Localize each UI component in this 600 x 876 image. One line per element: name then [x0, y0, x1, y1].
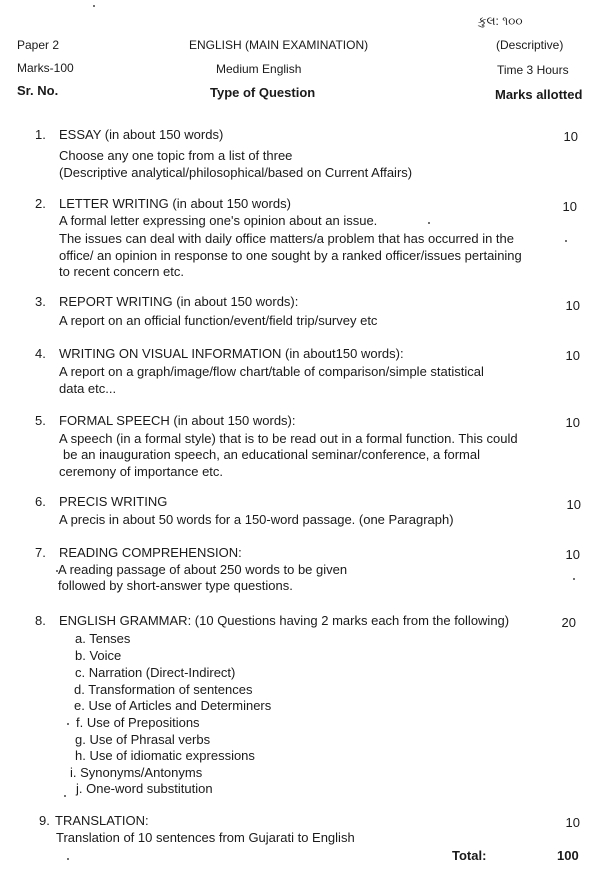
list-item: b. Voice — [75, 648, 122, 663]
item-line: A report on an official function/event/field trip/survey etc — [59, 313, 378, 328]
time-limit: Time 3 Hours — [497, 63, 569, 77]
item-number: 8. — [35, 613, 46, 628]
list-item: a. Tenses — [75, 631, 131, 646]
exam-title: ENGLISH (MAIN EXAMINATION) — [189, 38, 369, 52]
scan-speck — [56, 570, 58, 572]
item-title: PRECIS WRITING — [59, 494, 168, 509]
item-line: (Descriptive analytical/philosophical/based on Current Affairs) — [59, 165, 413, 180]
item-marks: 20 — [561, 615, 576, 630]
item-title: TRANSLATION: — [55, 813, 149, 828]
sr-no-header: Sr. No. — [17, 83, 59, 98]
type-of-question-header: Type of Question — [210, 85, 316, 100]
item-title: READING COMPREHENSION: — [59, 545, 242, 560]
list-item: d. Transformation of sentences — [74, 682, 253, 697]
item-title: LETTER WRITING (in about 150 words) — [59, 196, 291, 211]
item-line: A speech (in a formal style) that is to be read out in a formal function. This could — [59, 431, 518, 446]
scan-speck — [428, 222, 430, 224]
item-title: REPORT WRITING (in about 150 words): — [59, 294, 299, 309]
list-item: f. Use of Prepositions — [76, 715, 200, 730]
item-line: followed by short-answer type questions. — [58, 578, 293, 593]
item-line: The issues can deal with daily office matters/a problem that has occurred in the — [59, 231, 514, 246]
medium: Medium English — [216, 62, 302, 76]
item-line: be an inauguration speech, an educational seminar/conference, a formal — [63, 447, 480, 462]
item-line: Choose any one topic from a list of three — [59, 148, 293, 163]
scan-speck — [565, 240, 567, 242]
item-line: A reading passage of about 250 words to be given — [58, 562, 348, 577]
gujarati-total-marks: કુલ: ૧૦૦ — [478, 14, 523, 28]
item-title: FORMAL SPEECH (in about 150 words): — [59, 413, 296, 428]
item-number: 6. — [35, 494, 46, 509]
item-line: A report on a graph/image/flow chart/table of comparison/simple statistical — [59, 364, 484, 379]
item-title: WRITING ON VISUAL INFORMATION (in about150 words): — [59, 346, 404, 361]
item-line: data etc... — [59, 381, 117, 396]
item-number: 3. — [35, 294, 46, 309]
marks-allotted-header: Marks allotted — [495, 87, 583, 102]
total-value: 100 — [557, 848, 579, 863]
item-marks: 10 — [563, 129, 578, 144]
item-number: 1. — [35, 127, 46, 142]
scan-speck — [93, 5, 95, 7]
item-line: to recent concern etc. — [59, 264, 185, 279]
exam-type: (Descriptive) — [496, 38, 564, 52]
item-line: Translation of 10 sentences from Gujarati to English — [56, 830, 355, 845]
item-marks: 10 — [565, 815, 580, 830]
item-number: 7. — [35, 545, 46, 560]
item-number: 4. — [35, 346, 46, 361]
list-item: c. Narration (Direct-Indirect) — [75, 665, 236, 680]
list-item: g. Use of Phrasal verbs — [75, 732, 211, 747]
item-number: 5. — [35, 413, 46, 428]
item-title: ESSAY (in about 150 words) — [59, 127, 224, 142]
item-marks: 10 — [565, 415, 580, 430]
item-marks: 10 — [566, 497, 581, 512]
item-number: 2. — [35, 196, 46, 211]
item-line: A precis in about 50 words for a 150-word passage. (one Paragraph) — [59, 512, 454, 527]
item-title: ENGLISH GRAMMAR: (10 Questions having 2 marks each from the following) — [59, 613, 510, 628]
list-item: e. Use of Articles and Determiners — [74, 698, 272, 713]
total-label: Total: — [452, 848, 487, 863]
item-line: ceremony of importance etc. — [59, 464, 224, 479]
scan-speck — [573, 578, 575, 580]
scan-speck — [67, 723, 69, 725]
item-marks: 10 — [562, 199, 577, 214]
item-marks: 10 — [565, 298, 580, 313]
list-item: i. Synonyms/Antonyms — [70, 765, 203, 780]
item-line: office/ an opinion in response to one sought by a ranked officer/issues pertaining — [59, 248, 522, 263]
scan-speck — [67, 858, 69, 860]
list-item: j. One-word substitution — [76, 781, 213, 796]
item-marks: 10 — [565, 547, 580, 562]
item-marks: 10 — [565, 348, 580, 363]
item-number: 9. — [39, 813, 50, 828]
paper-number: Paper 2 — [17, 38, 60, 52]
list-item: h. Use of idiomatic expressions — [75, 748, 255, 763]
marks-total: Marks-100 — [17, 61, 74, 75]
item-line: A formal letter expressing one's opinion about an issue. — [59, 213, 378, 228]
scan-speck — [64, 795, 66, 797]
